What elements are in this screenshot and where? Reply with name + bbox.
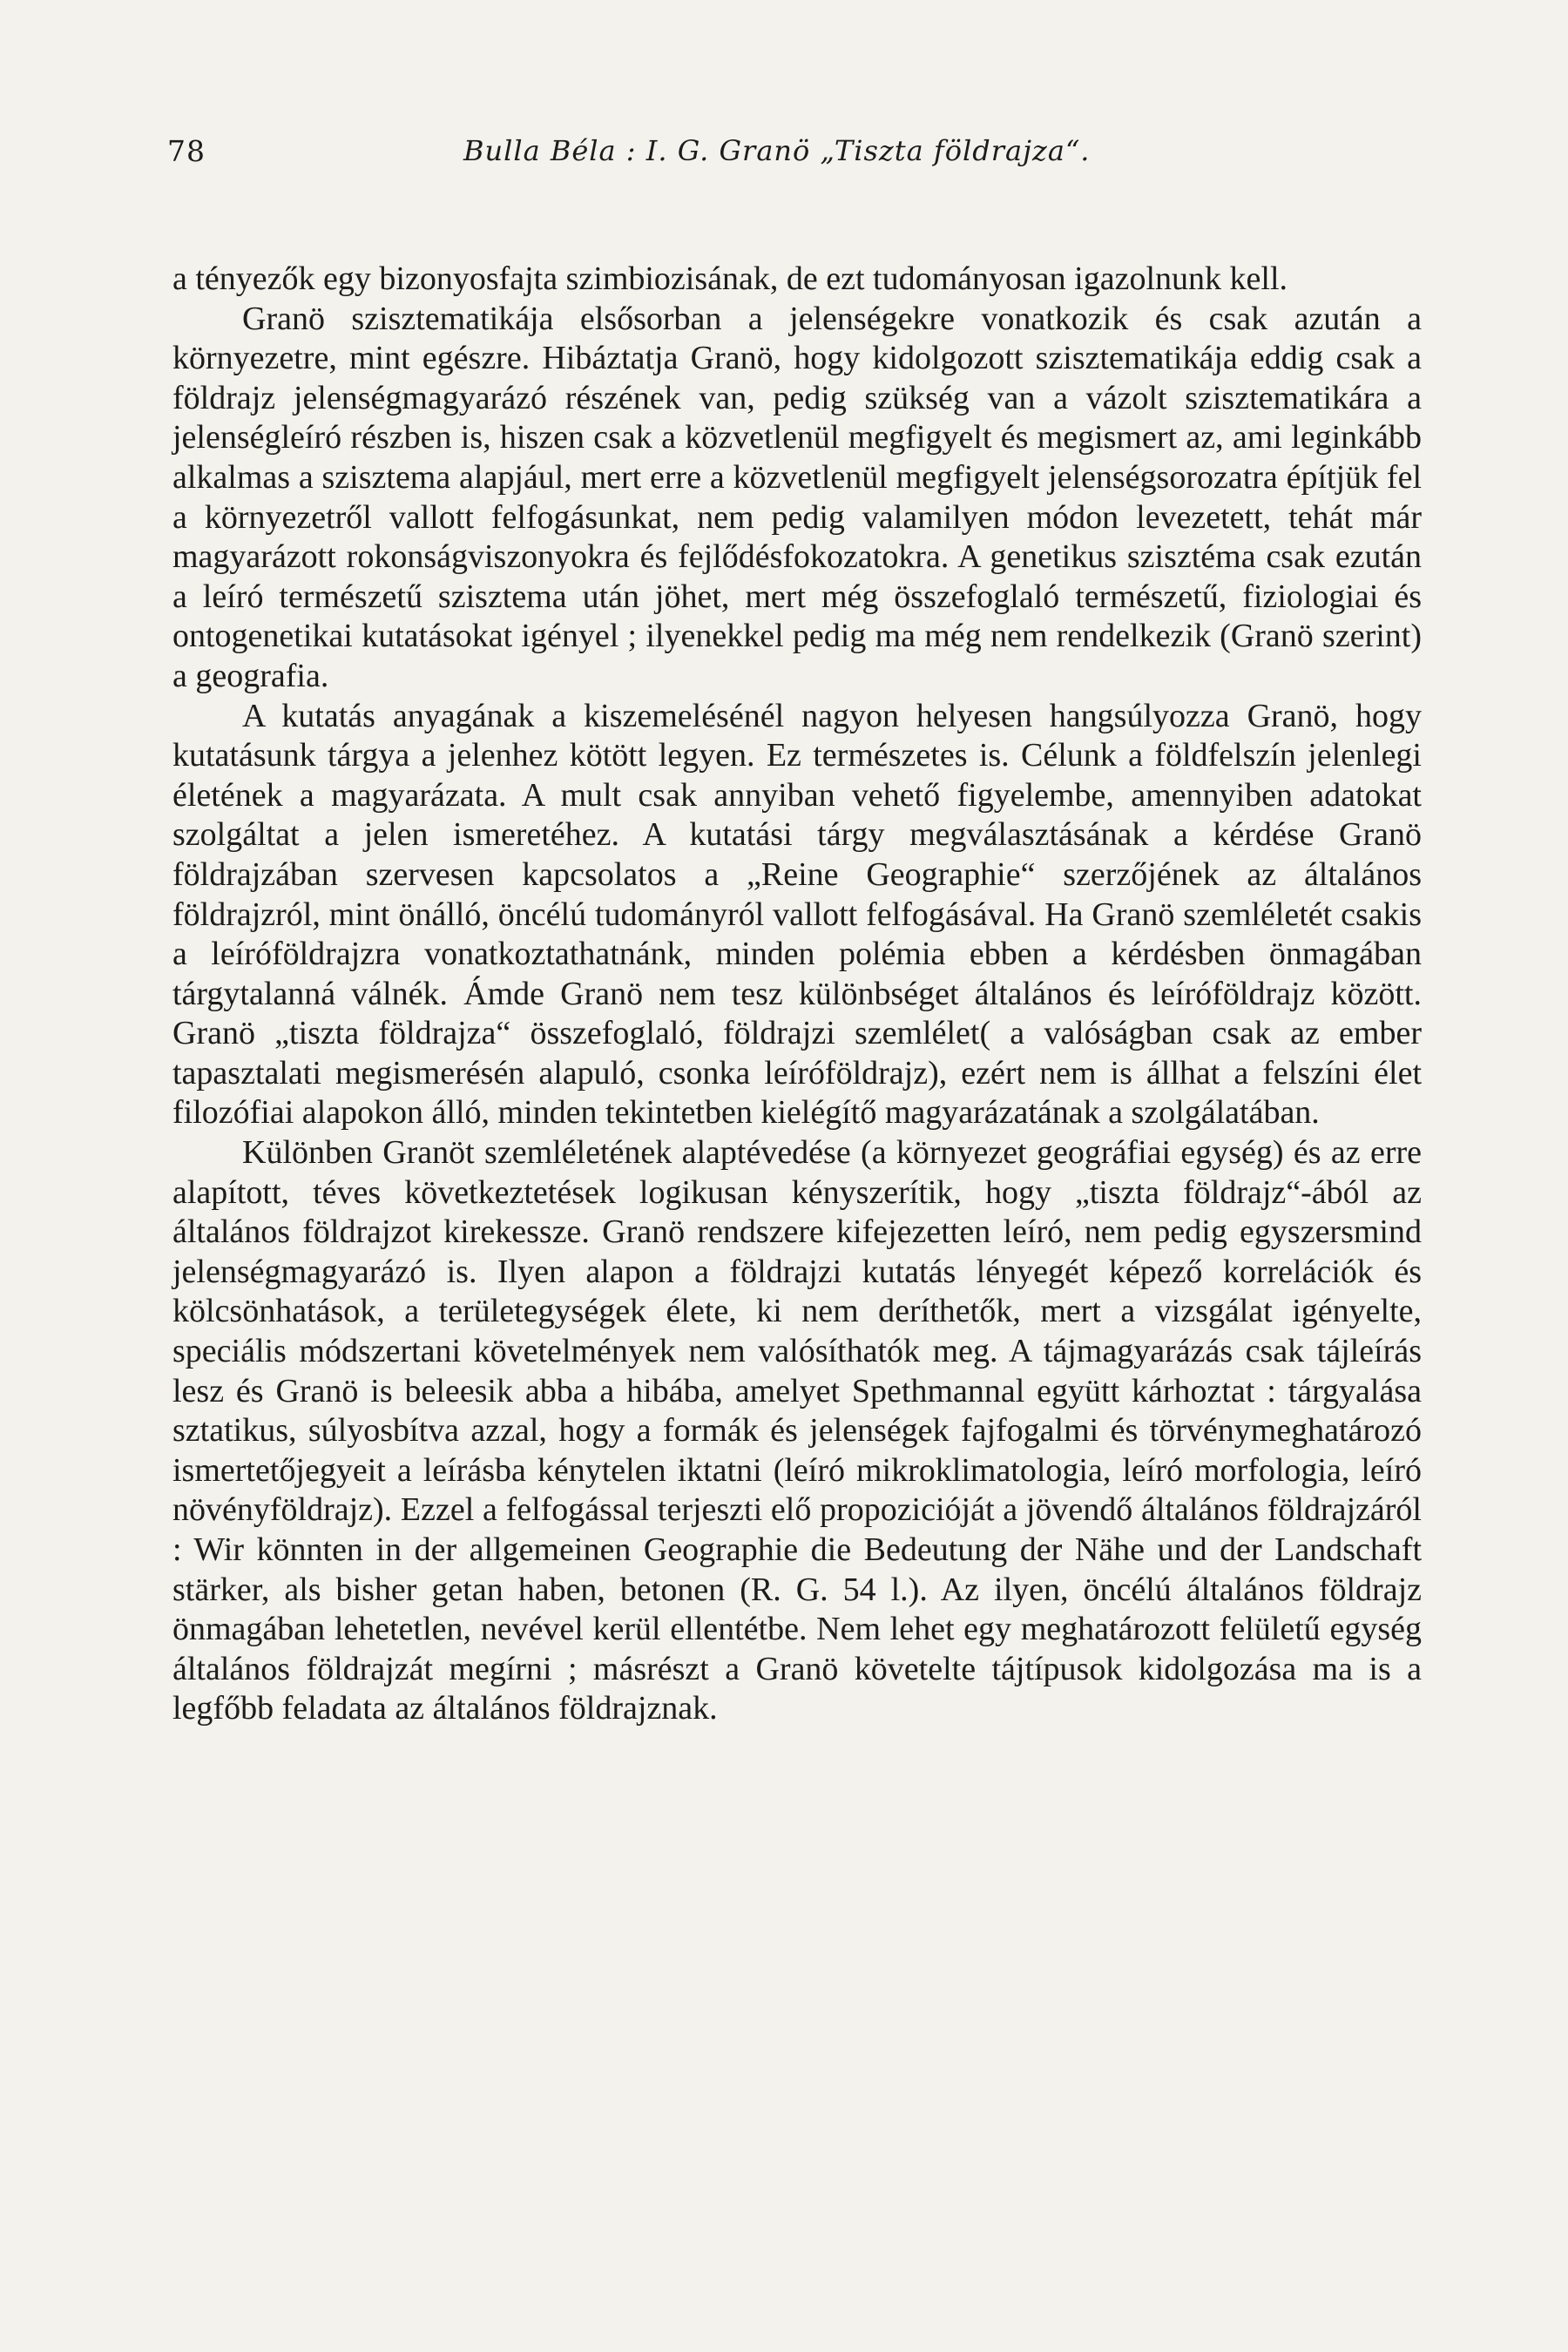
page-header <box>167 134 1422 178</box>
body-text <box>172 260 1422 1729</box>
running-title: Bulla Béla : I. G. Granö „Tiszta földrajza“. <box>463 134 1091 167</box>
page-number: 78 <box>167 134 206 168</box>
paragraph-continuation: a tényezők egy bizonyosfajta szimbiozisának, de ezt tudományosan igazolnunk kell. <box>172 260 1288 297</box>
paragraph: A kutatás anyagának a kiszemelésénél nagyon helyesen hangsúlyozza Granö, hogy kutatásunk tárgya a jelenhez kötött legyen. Ez természetes is. Célunk a földfelszín jelenlegi életének a magyarázata. A mult csak annyiban vehető figyelembe, amennyiben adatokat szolgáltat a jelen ismeretéhez. A kutatási tárgy megválasztásának a kérdése Granö földrajzában szervesen kapcsolatos a „Reine Geographie“ szerzőjének az általános földrajzról, mint önálló, öncélú tudományról vallott felfogásával. Ha Granö szemléletét csakis a leíróföldrajzra vonatkoztathatnánk, minden polémia ebben a kérdésben önmagában tárgytalanná válnék. Ámde Granö nem tesz különbséget általános és leíróföldrajz között. Granö „tiszta földrajza“ összefoglaló, földrajzi szemlélet( a valóságban csak az ember tapasztalati megismerésén alapuló, csonka leíróföldrajz), ezért nem is állhat a felszíni élet filozófiai alapokon álló, minden tekintetben kielégítő magyarázatának a szolgálatában. <box>172 697 1422 1132</box>
paragraph: Granö szisztematikája elsősorban a jelenségekre vonatkozik és csak azután a környezetre, mint egészre. Hibáztatja Granö, hogy kidolgozott szisztematikája eddig csak a földrajz jelenségmagyarázó részének van, pedig szükség van a vázolt szisztematikára a jelenségleíró részben is, hiszen csak a közvetlenül megfigyelt és megismert az, ami leginkább alkalmas a szisztema alapjául, mert erre a közvetlenül megfigyelt jelenségsorozatra építjük fel a környezetről vallott felfogásunkat, nem pedig valamilyen módon levezetett, tehát már magyarázott rokonságviszonyokra és fejlődésfokozatokra. A genetikus szisztéma csak ezután a leíró természetű szisztema után jöhet, mert még összefoglaló természetű, fiziologiai és ontogenetikai kutatásokat igényel ; ilyenekkel pedig ma még nem rendelkezik (Granö szerint) a geografia. <box>172 300 1422 694</box>
paragraph: Különben Granöt szemléletének alaptévedése (a környezet geográfiai egység) és az erre alapított, téves következtetések logikusan kényszerítik, hogy „tiszta földrajz“-ából az általános földrajzot kirekessze. Granö rendszere kifejezetten leíró, nem pedig egyszersmind jelenségmagyarázó is. Ilyen alapon a földrajzi kutatás lényegét képező korrelációk és kölcsönhatások, a területegységek élete, ki nem deríthetők, mert a vizsgálat igényelte, speciális módszertani követelmények nem valósíthatók meg. A tájmagyarázás csak tájleírás lesz és Granö is beleesik abba a hibába, amelyet Spethmannal együtt kárhoztat : tárgyalása sztatikus, súlyosbítva azzal, hogy a formák és jelenségek fajfogalmi és törvénymeghatározó ismertetőjegyeit a leírásba kénytelen iktatni (leíró mikroklimatologia, leíró morfologia, leíró növényföldrajz). Ezzel a felfogással terjeszti elő propozicióját a jövendő általános földrajzáról : Wir könnten in der allgemeinen Geographie die Bedeutung der Nähe und der Landschaft stärker, als bisher getan haben, betonen (R. G. 54 l.). Az ilyen, öncélú általános földrajz önmagában lehetetlen, nevével kerül ellentétbe. Nem lehet egy meghatározott felületű egység általános földrajzát megírni ; másrészt a Granö követelte tájtípusok kidolgozása ma is a legfőbb feladata az általános földrajznak. <box>172 1134 1422 1727</box>
